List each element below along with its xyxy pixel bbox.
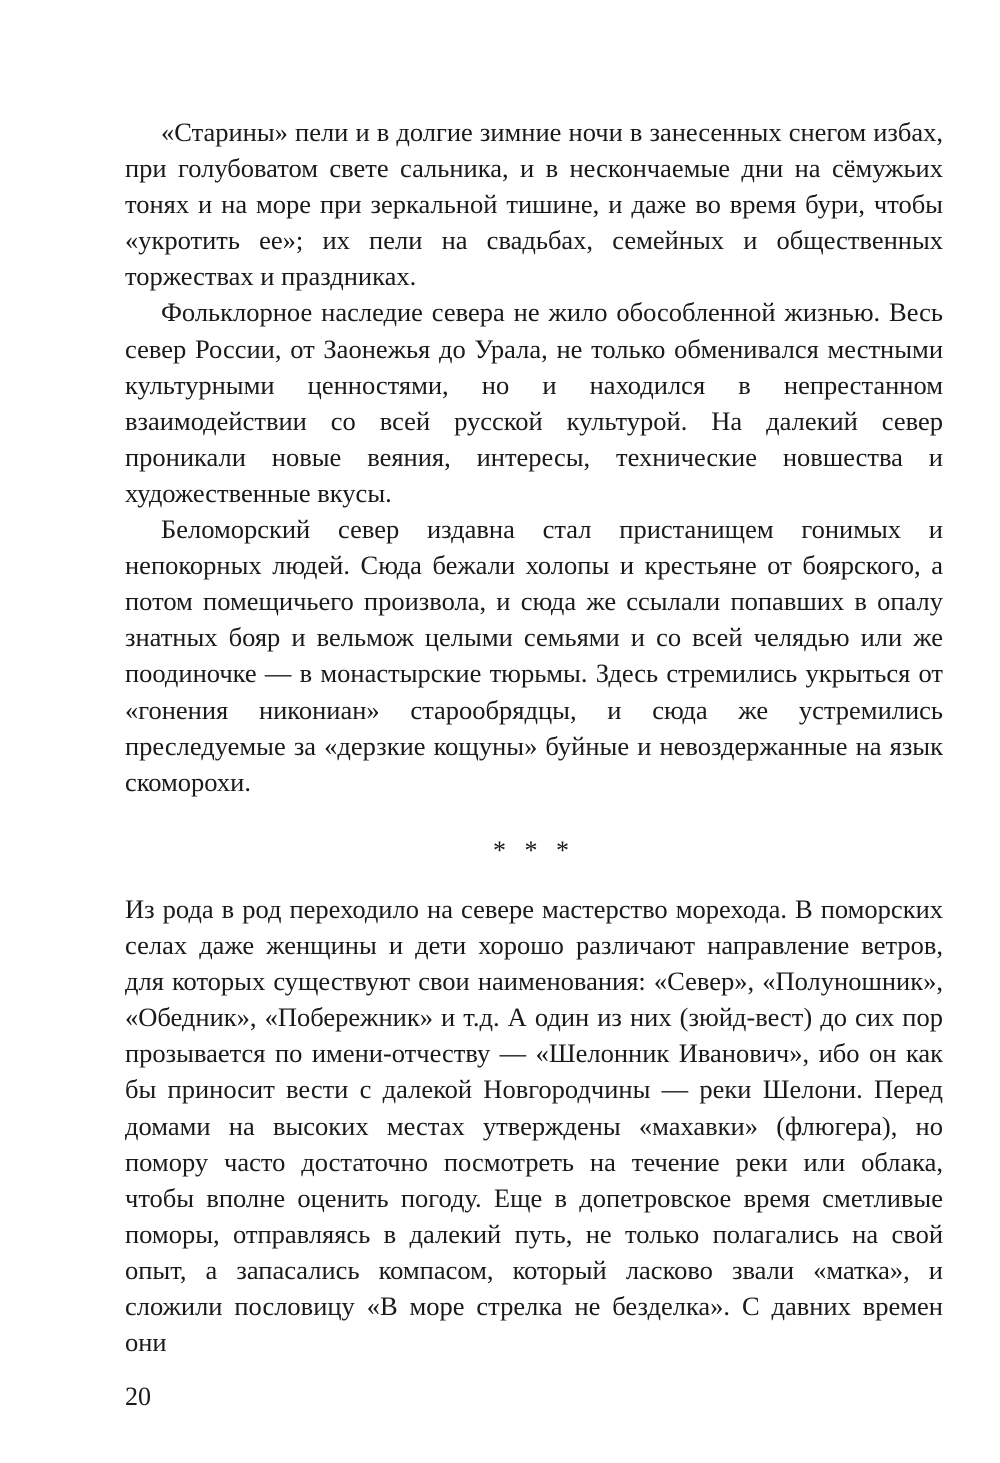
section-separator: * * * (493, 836, 575, 865)
page-number: 20 (125, 1382, 151, 1411)
paragraph-folklore: Фольклорное наследие севера не жило обособленной жизнью. Весь север России, от Заонежья до Урала, не только обменивался местными культурными ценностями, но и находился в непрестанном взаимодействии со всей русской культурой. На далекий север проникали новые веяния, интересы, технические новшества и художественные вкусы. (125, 297, 943, 508)
paragraph-starinы: «Старины» пели и в долгие зимние ночи в занесенных снегом избах, при голубоватом свете сальника, и в нескончаемые дни на сёмужьих тонях и на море при зеркальной тишине, и даже во время бури, чтобы «укротить ее»; их пели на свадьбах, семейных и общественных торжествах и праздниках. (125, 117, 943, 292)
text-section-1 (125, 114, 943, 800)
paragraph-seafaring: Из рода в род переходило на севере мастерство морехода. В поморских селах даже женщины и дети хорошо различают направление ветров, для которых существуют свои наименования: «Север», «Полуношник», «Обедник», «Побережник» и т.д. А один из них (зюйд-вест) до сих пор прозывается по имени-отчеству — «Шелонник Иванович», ибо он как бы приносит вести с далекой Новгородчины — реки Шелони. Перед домами на высоких местах утверждены «махавки» (флюгера), но помору часто достаточно посмотреть на течение реки или облака, чтобы вполне оценить погоду. Еще в допетровское время сметливые поморы, отправляясь в далекий путь, не только полагались на свой опыт, а запасались компасом, который ласково звали «матка», и сложили пословицу «В море стрелка не безделка». С давних времен они (125, 894, 943, 1358)
text-section-2 (125, 891, 943, 1360)
paragraph-belomorsky: Беломорский север издавна стал пристанищем гонимых и непокорных людей. Сюда бежали холопы и крестьяне от боярского, а потом помещичьего произвола, и сюда же ссылали попавших в опалу знатных бояр и вельмож целыми семьями и со всей челядью или же поодиночке — в монастырские тюрьмы. Здесь стремились укрыться от «гонения никониан» старообрядцы, и сюда же устремились преследуемые за «дерзкие кощуны» буйные и невоздержанные на язык скоморохи. (125, 514, 943, 797)
